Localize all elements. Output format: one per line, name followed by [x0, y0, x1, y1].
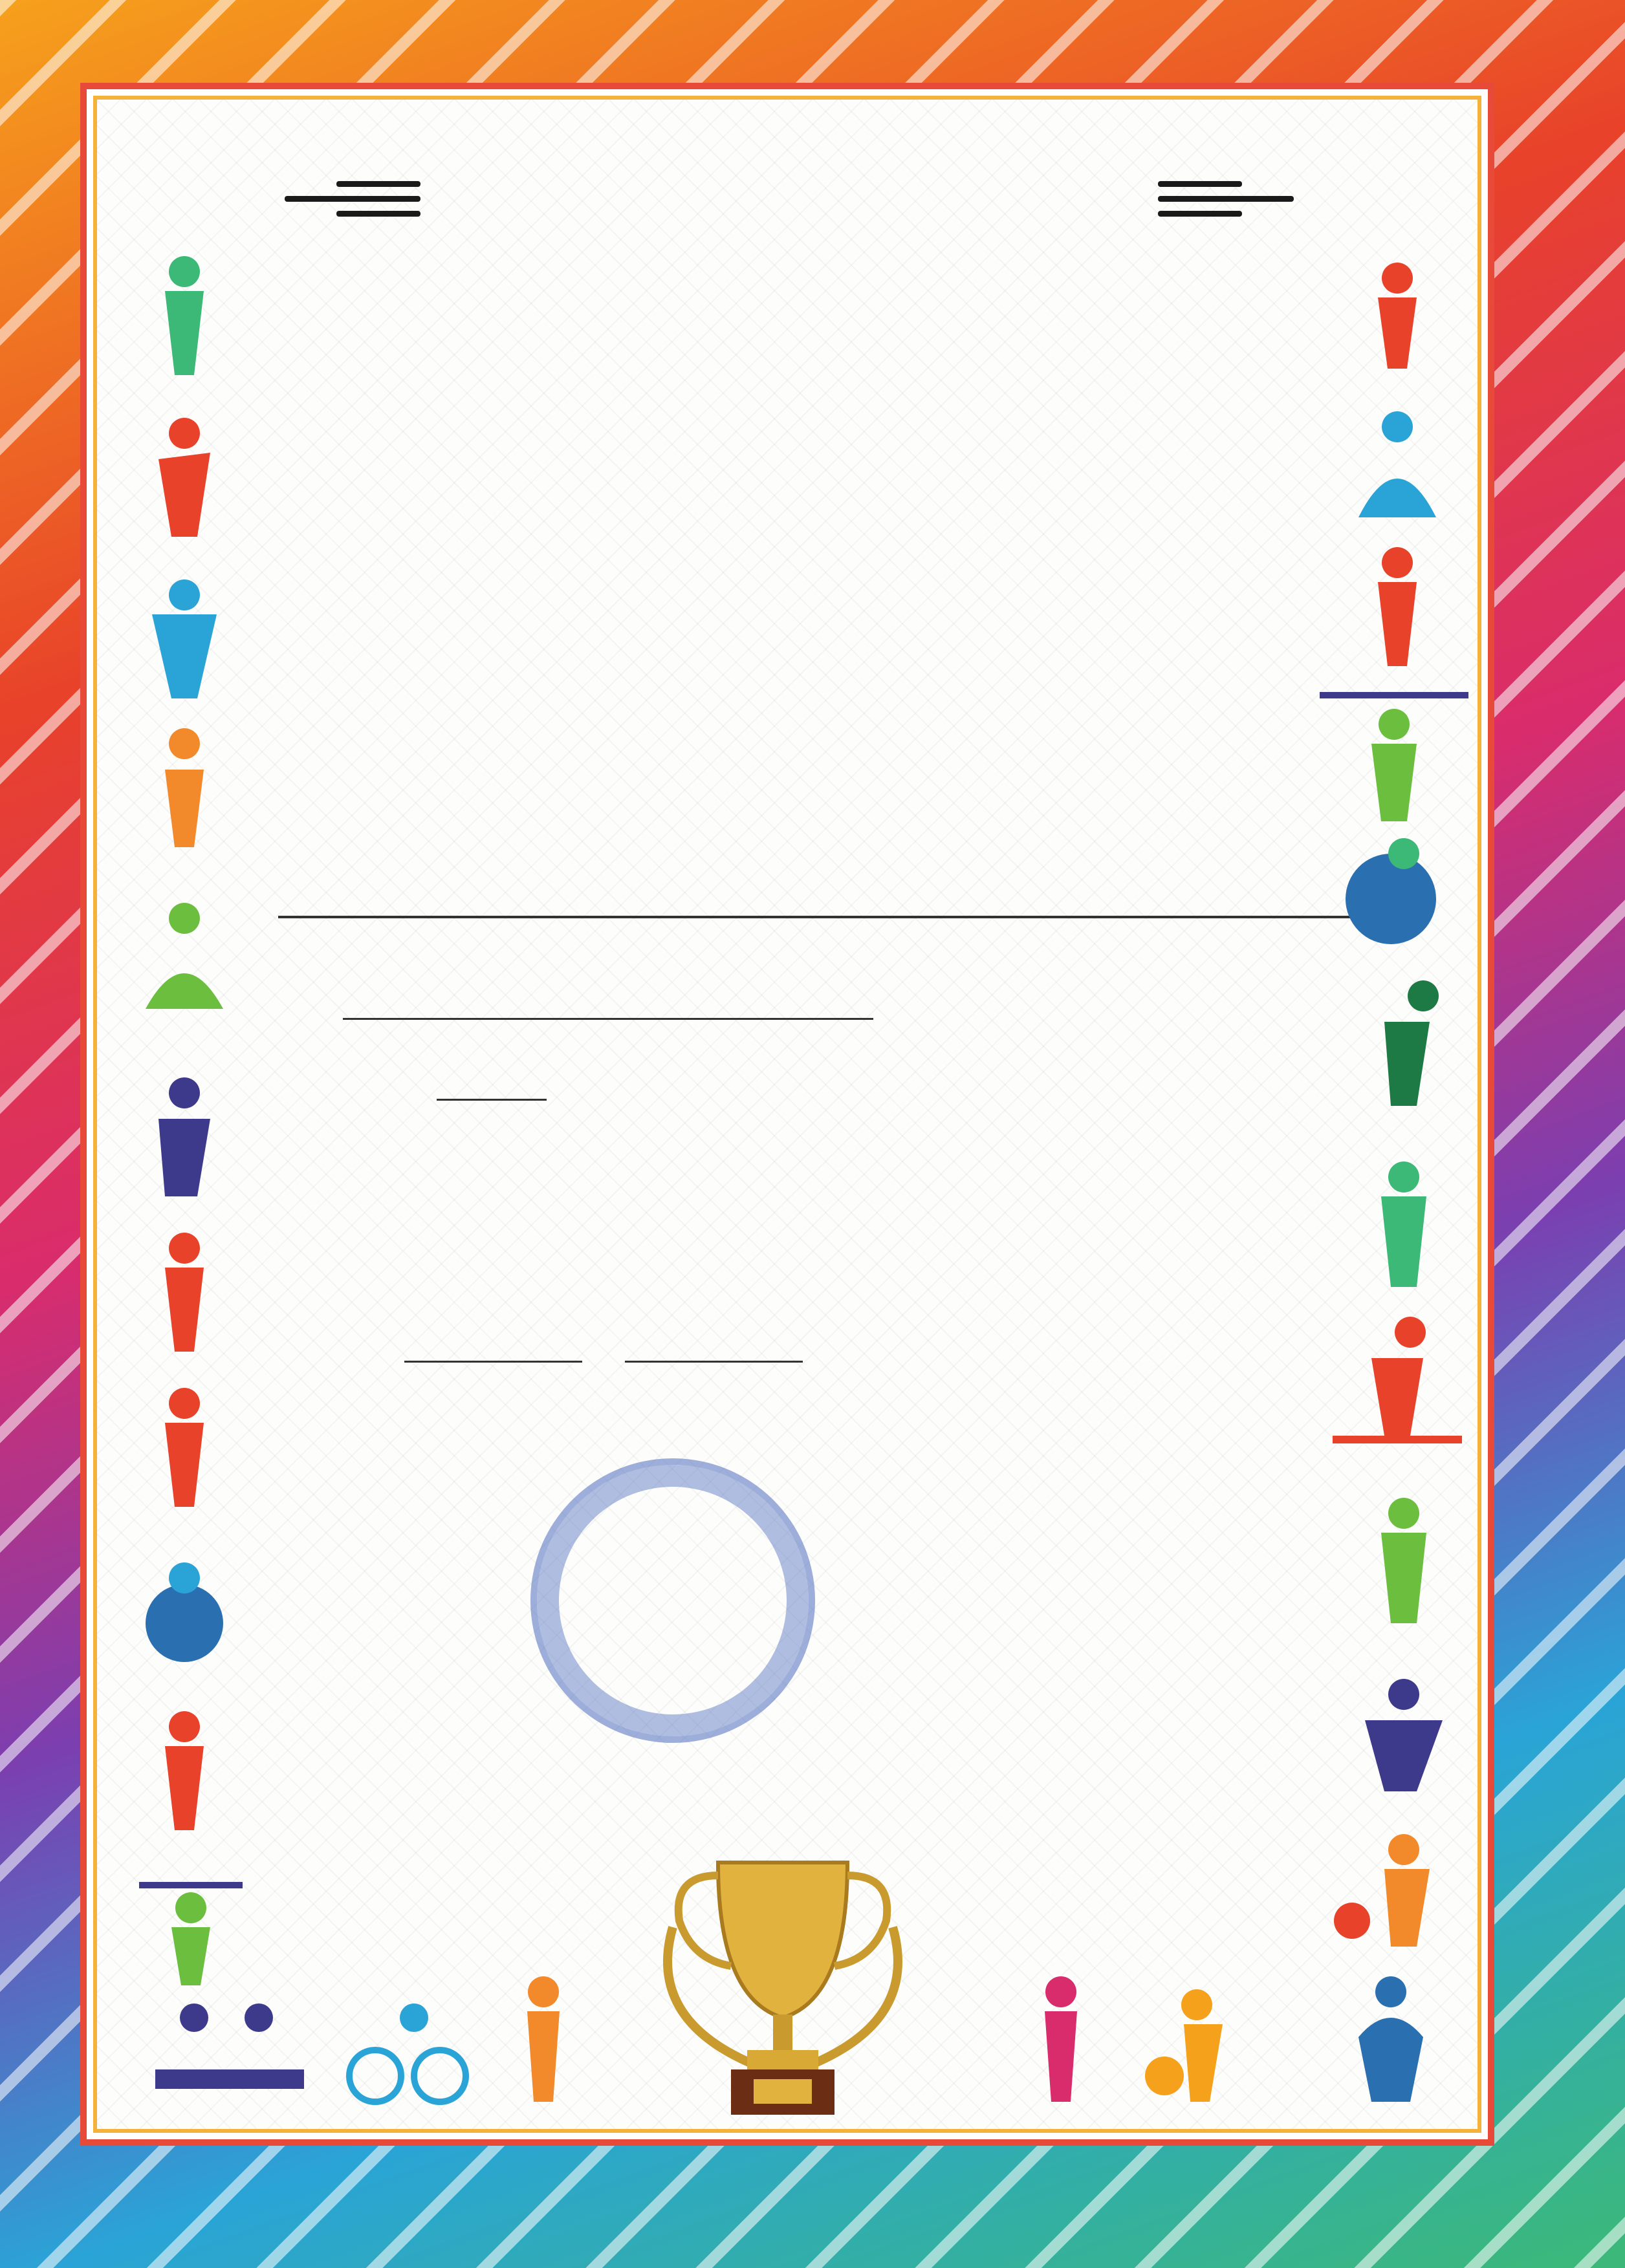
athlete-icon [1346, 401, 1449, 530]
athlete-icon [1333, 1960, 1449, 2108]
trophy-icon [634, 1850, 932, 2134]
distance-result-line [404, 1319, 803, 1371]
athlete-icon [133, 1856, 249, 1985]
athlete-icon [1313, 679, 1475, 821]
athlete-icon [133, 1229, 236, 1358]
title-right-ornament [1158, 181, 1294, 226]
athlete-icon [1339, 1669, 1462, 1798]
athlete-icon [1346, 543, 1449, 673]
school-field [343, 977, 873, 1020]
athlete-icon [133, 576, 236, 705]
certificate-paper [80, 83, 1494, 2146]
athlete-icon [133, 414, 236, 543]
name-underline [278, 916, 1358, 918]
athlete-icon [1326, 828, 1456, 957]
athlete-icon [149, 1998, 311, 2108]
athlete-icon [133, 1559, 236, 1688]
athlete-icon [1346, 1151, 1462, 1293]
athlete-icon [492, 1960, 595, 2108]
athlete-icon [1346, 246, 1449, 375]
athlete-icon [1139, 1979, 1255, 2108]
athlete-icon [133, 899, 236, 1028]
athlete-icon [343, 1998, 472, 2108]
athlete-icon [133, 724, 236, 854]
athlete-icon [133, 1707, 236, 1837]
athlete-icon [1009, 1960, 1113, 2108]
athlete-icon [133, 1074, 249, 1203]
distance-field [404, 1319, 582, 1363]
athlete-icon [133, 252, 236, 382]
place-line [424, 1057, 547, 1109]
athlete-icon [1326, 1306, 1468, 1449]
athlete-icon [1326, 1824, 1468, 1953]
student-line [343, 977, 873, 1028]
athlete-icon [1346, 970, 1462, 1112]
result-field [625, 1319, 803, 1363]
title-left-ornament [285, 181, 420, 226]
athlete-icon [133, 1384, 236, 1513]
place-field [437, 1057, 547, 1101]
athlete-icon [1346, 1487, 1462, 1630]
